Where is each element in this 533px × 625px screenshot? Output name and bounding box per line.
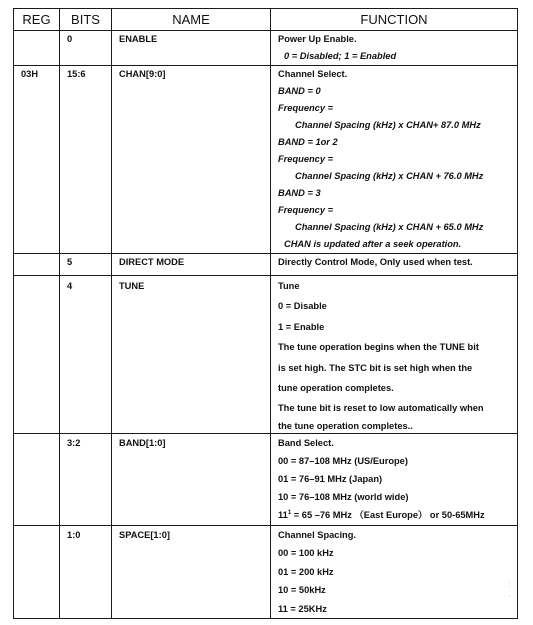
reg-cell bbox=[14, 433, 60, 525]
function-line: The tune bit is reset to low automatically when bbox=[278, 403, 484, 414]
function-line: Tune bbox=[278, 281, 300, 291]
function-cell bbox=[271, 31, 518, 66]
function-line: 01 = 200 kHz bbox=[278, 566, 334, 577]
register-table bbox=[13, 8, 518, 619]
reg-cell bbox=[14, 31, 60, 66]
bits-cell: 5 bbox=[60, 254, 112, 276]
function-line: Channel Spacing (kHz) x CHAN + 65.0 MHz bbox=[295, 222, 484, 232]
function-line: Channel Spacing. bbox=[278, 529, 357, 540]
function-line: 0 = Disabled; 1 = Enabled bbox=[284, 51, 397, 61]
function-line: CHAN is updated after a seek operation. bbox=[284, 239, 462, 249]
function-line: BAND = 3 bbox=[278, 188, 321, 198]
function-line: BAND = 1or 2 bbox=[278, 137, 338, 147]
function-line: Directly Control Mode, Only used when test. bbox=[278, 257, 473, 267]
function-line: 00 = 100 kHz bbox=[278, 548, 334, 559]
function-line: the tune operation completes.. bbox=[278, 420, 413, 431]
register-table-document bbox=[13, 8, 518, 619]
function-cell bbox=[271, 254, 518, 276]
header-row bbox=[14, 9, 518, 31]
name-cell: DIRECT MODE bbox=[112, 254, 271, 276]
function-line: Band Select. bbox=[278, 437, 334, 448]
header-name: NAME bbox=[112, 9, 271, 31]
table-row bbox=[14, 433, 518, 525]
function-line: 01 = 76–91 MHz (Japan) bbox=[278, 473, 383, 484]
watermark-fragment: : . bbox=[508, 580, 512, 600]
function-line: Channel Spacing (kHz) x CHAN + 76.0 MHz bbox=[295, 171, 484, 181]
table-row bbox=[14, 66, 518, 254]
function-cell bbox=[271, 276, 518, 434]
reg-cell: 03H bbox=[14, 66, 60, 254]
header-bits: BITS bbox=[60, 9, 112, 31]
bits-cell: 0 bbox=[60, 31, 112, 66]
reg-cell bbox=[14, 254, 60, 276]
function-line: 1 = Enable bbox=[278, 321, 325, 332]
function-line: Frequency = bbox=[278, 103, 334, 113]
function-line: $11^1 = 65$ –76 MHz （East Europe） or 50-65MHz bbox=[278, 509, 485, 520]
header-function: FUNCTION bbox=[271, 9, 518, 31]
function-line: is set high. The STC bit is set high when the bbox=[278, 362, 473, 373]
table-row bbox=[14, 254, 518, 276]
function-line: 11 = 25KHz bbox=[278, 603, 327, 614]
function-line: Frequency = bbox=[278, 205, 334, 215]
table-row bbox=[14, 276, 518, 434]
table-row bbox=[14, 525, 518, 619]
function-line: The tune operation begins when the TUNE bit bbox=[278, 342, 479, 353]
function-line: 00 = 87–108 MHz (US/Europe) bbox=[278, 455, 408, 466]
name-cell: TUNE bbox=[112, 276, 271, 434]
function-cell bbox=[271, 66, 518, 254]
name-cell: CHAN[9:0] bbox=[112, 66, 271, 254]
name-cell: BAND[1:0] bbox=[112, 433, 271, 525]
function-line: 0 = Disable bbox=[278, 301, 327, 312]
function-line: Channel Select. bbox=[278, 69, 348, 79]
function-line: Channel Spacing (kHz) x CHAN+ 87.0 MHz bbox=[295, 120, 481, 130]
function-line: Power Up Enable. bbox=[278, 34, 357, 44]
reg-cell bbox=[14, 276, 60, 434]
name-cell: ENABLE bbox=[112, 31, 271, 66]
reg-cell bbox=[14, 525, 60, 619]
function-cell bbox=[271, 433, 518, 525]
bits-cell: 4 bbox=[60, 276, 112, 434]
header-reg: REG bbox=[14, 9, 60, 31]
function-line: BAND = 0 bbox=[278, 86, 321, 96]
function-line: Frequency = bbox=[278, 154, 334, 164]
bits-cell: 1:0 bbox=[60, 525, 112, 619]
name-cell: SPACE[1:0] bbox=[112, 525, 271, 619]
function-line: tune operation completes. bbox=[278, 382, 394, 393]
bits-cell: 15:6 bbox=[60, 66, 112, 254]
function-line: 10 = 76–108 MHz (world wide) bbox=[278, 491, 409, 502]
bits-cell: 3:2 bbox=[60, 433, 112, 525]
table-row bbox=[14, 31, 518, 66]
function-line: 10 = 50kHz bbox=[278, 585, 326, 596]
footnote-marker: 1 bbox=[287, 509, 292, 516]
function-cell bbox=[271, 525, 518, 619]
